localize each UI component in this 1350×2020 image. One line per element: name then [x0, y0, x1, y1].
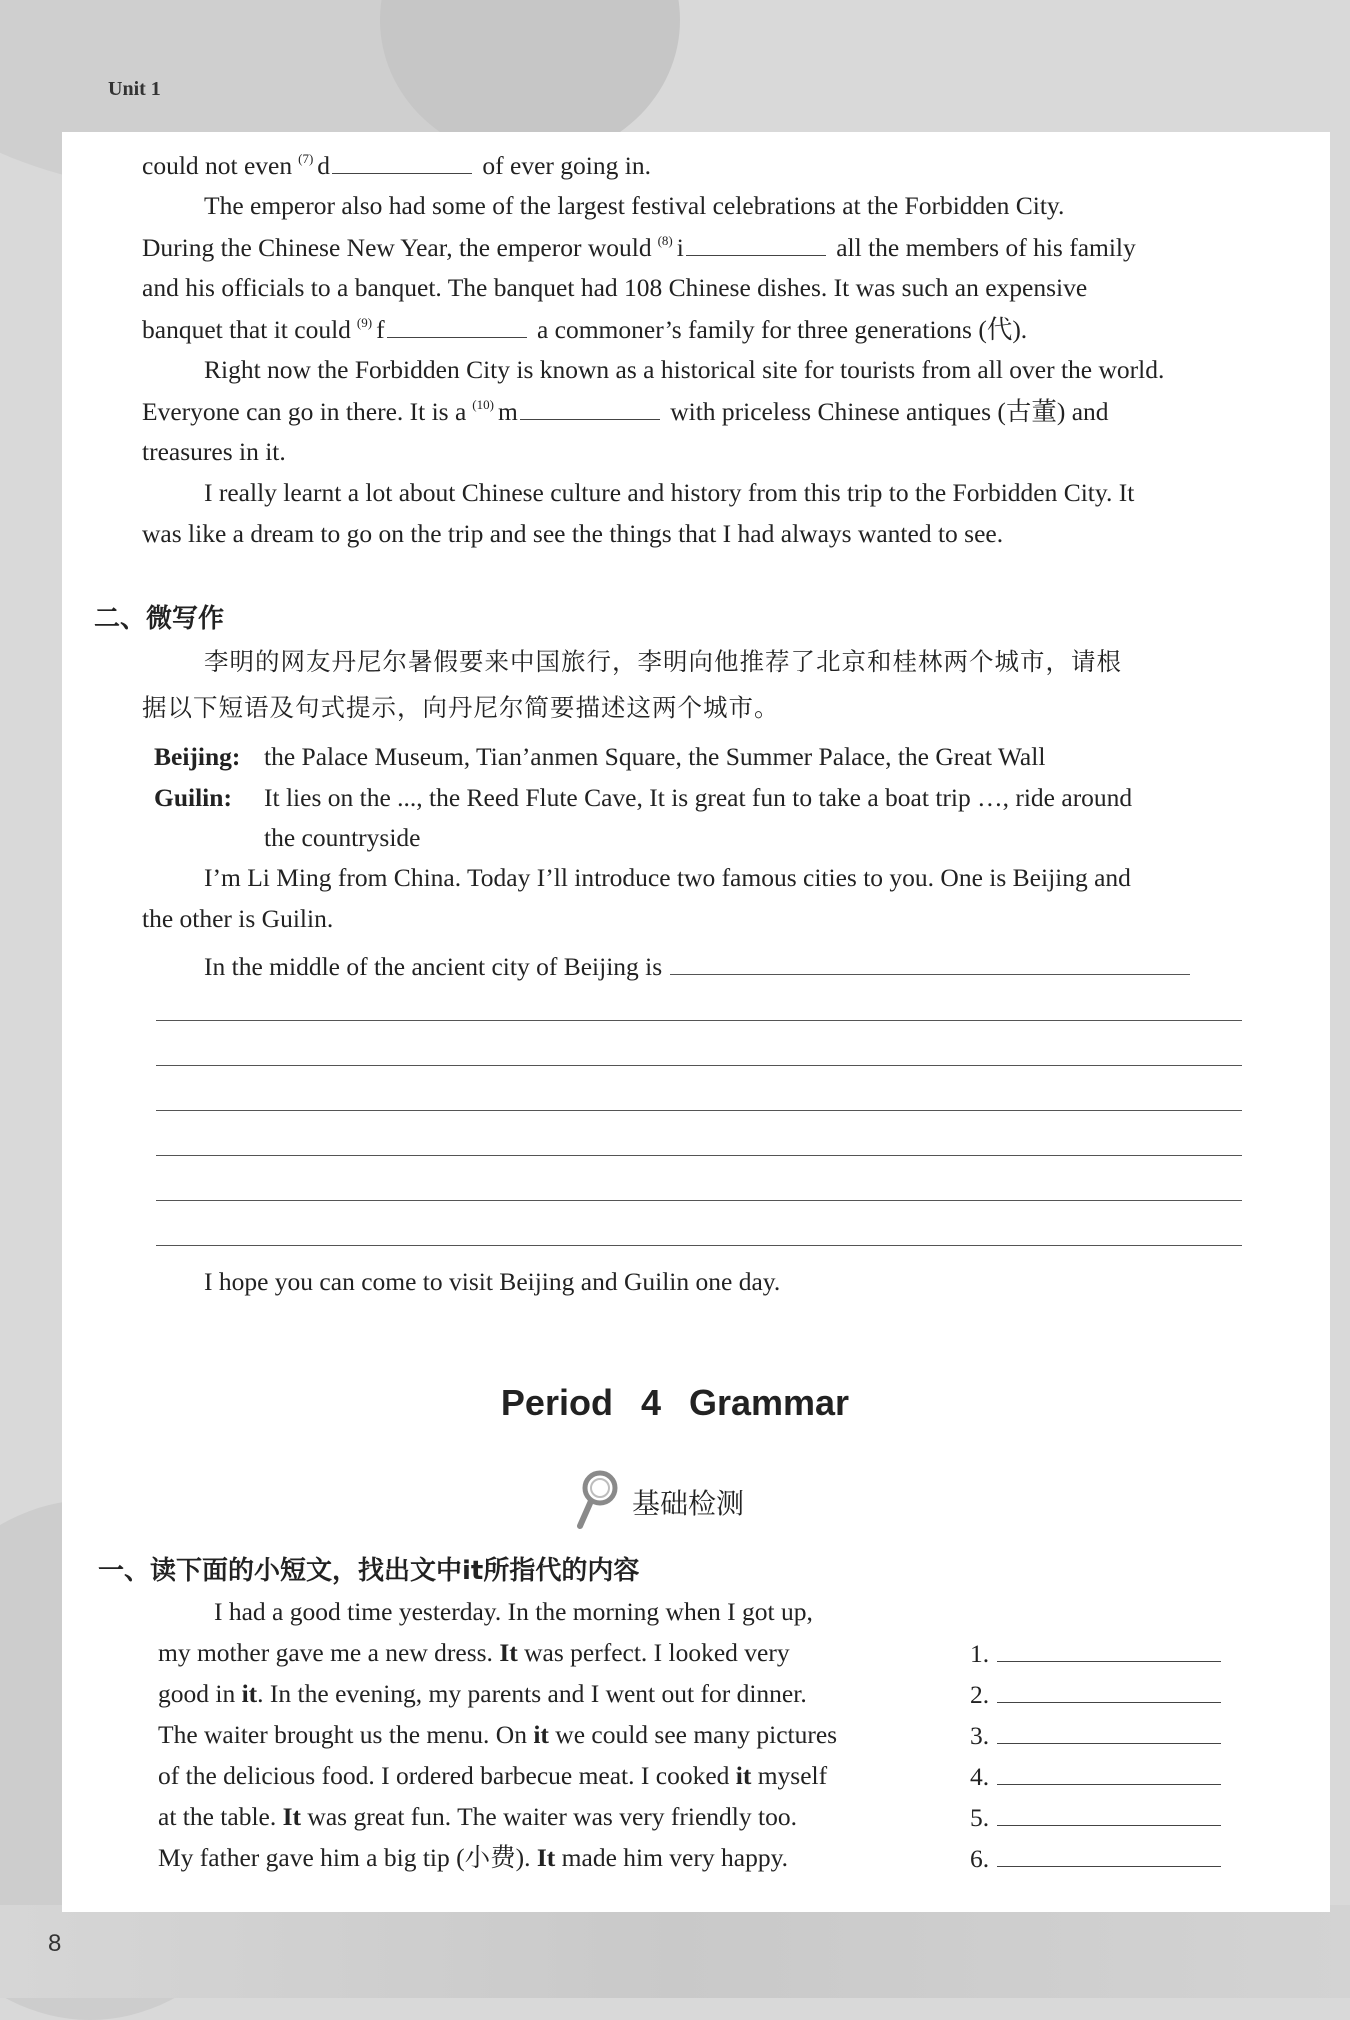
- writing-line[interactable]: [156, 1065, 1242, 1066]
- answer-item-2: 2.: [970, 1674, 1221, 1715]
- hint-guilin: Guilin: It lies on the ..., the Reed Flute Cave, It is great fun to take a boat trip …, ride around: [154, 783, 1133, 812]
- answer-item-4: 4.: [970, 1756, 1221, 1797]
- grammar-heading: 一、读下面的小短文，找出文中it所指代的内容: [98, 1556, 640, 1586]
- answer-item-6: 6.: [970, 1838, 1221, 1879]
- basic-check-heading: 基础检测: [574, 1468, 744, 1535]
- answer-blank[interactable]: [997, 1633, 1221, 1662]
- answer-item-1: 1.: [970, 1633, 1221, 1674]
- writing-line[interactable]: [156, 1245, 1242, 1246]
- answer-blank[interactable]: [997, 1797, 1221, 1826]
- answer-blank-10[interactable]: [520, 391, 660, 420]
- story-line: The waiter brought us the menu. On it we could see many pictures: [158, 1720, 838, 1749]
- passage-line: was like a dream to go on the trip and see the things that I had always wanted to see.: [142, 519, 1004, 548]
- story-line: my mother gave me a new dress. It was perfect. I looked very: [158, 1638, 790, 1667]
- passage-line: banquet that it could $^{(9)}$ f a commoner’s family for three generations (代).: [142, 309, 1242, 354]
- intro-line: the other is Guilin.: [142, 904, 334, 933]
- writing-line[interactable]: [156, 1110, 1242, 1111]
- unit-label: Unit 1: [108, 78, 161, 100]
- story-line: at the table. It was great fun. The waiter was very friendly too.: [158, 1802, 797, 1831]
- closing-line: I hope you can come to visit Beijing and Guilin one day.: [204, 1267, 781, 1296]
- answer-blank[interactable]: [997, 1838, 1221, 1867]
- passage-line: The emperor also had some of the largest festival celebrations at the Forbidden City.: [204, 191, 1065, 220]
- answer-item-5: 5.: [970, 1797, 1221, 1838]
- answer-item-3: 3.: [970, 1715, 1221, 1756]
- answer-blank[interactable]: [997, 1756, 1221, 1785]
- answer-blank[interactable]: [997, 1715, 1221, 1744]
- instruction-line: 据以下短语及句式提示，向丹尼尔简要描述这两个城市。: [142, 693, 780, 722]
- writing-start: In the middle of the ancient city of Beijing is: [204, 944, 1304, 987]
- background-band: [0, 1905, 1350, 1998]
- writing-line[interactable]: [156, 1155, 1242, 1156]
- writing-line[interactable]: [156, 1020, 1242, 1021]
- page-number: 8: [48, 1930, 62, 1957]
- answer-blank-7[interactable]: [332, 145, 472, 174]
- story-line: of the delicious food. I ordered barbecue meat. I cooked it myself: [158, 1761, 828, 1790]
- story-line: I had a good time yesterday. In the morning when I got up,: [214, 1597, 813, 1626]
- story-line: good in it. In the evening, my parents and I went out for dinner.: [158, 1679, 807, 1708]
- writing-line[interactable]: [156, 1200, 1242, 1201]
- hint-guilin-cont: the countryside: [264, 823, 421, 852]
- period-title: Period 4 Grammar: [500, 1382, 850, 1423]
- passage-line: and his officials to a banquet. The banquet had 108 Chinese dishes. It was such an expensive: [142, 273, 1088, 302]
- passage-line: Right now the Forbidden City is known as a historical site for tourists from all over the world.: [204, 355, 1165, 384]
- passage-line: could not even $^{(7)}$ d of ever going in.: [142, 145, 1242, 190]
- intro-line: I’m Li Ming from China. Today I’ll introduce two famous cities to you. One is Beijing and: [204, 863, 1131, 892]
- answer-blank-8[interactable]: [686, 227, 826, 256]
- story-line: My father gave him a big tip (小费). It made him very happy.: [158, 1843, 789, 1872]
- answer-blank-9[interactable]: [387, 309, 527, 338]
- instruction-line: 李明的网友丹尼尔暑假要来中国旅行，李明向他推荐了北京和桂林两个城市，请根: [204, 647, 1122, 676]
- writing-blank[interactable]: [670, 944, 1190, 975]
- answer-blank[interactable]: [997, 1674, 1221, 1703]
- magnifier-icon: [574, 1468, 622, 1535]
- passage-line: During the Chinese New Year, the emperor would $^{(8)}$ i all the members of his family: [142, 227, 1242, 272]
- passage-line: Everyone can go in there. It is a $^{(10)}$ m with priceless Chinese antiques (古董) and: [142, 391, 1242, 436]
- passage-line: I really learnt a lot about Chinese culture and history from this trip to the Forbidden City. It: [204, 478, 1135, 507]
- hint-beijing: Beijing: the Palace Museum, Tian’anmen Square, the Summer Palace, the Great Wall: [154, 742, 1046, 771]
- section-heading: 二、微写作: [94, 604, 225, 634]
- passage-line: treasures in it.: [142, 437, 286, 466]
